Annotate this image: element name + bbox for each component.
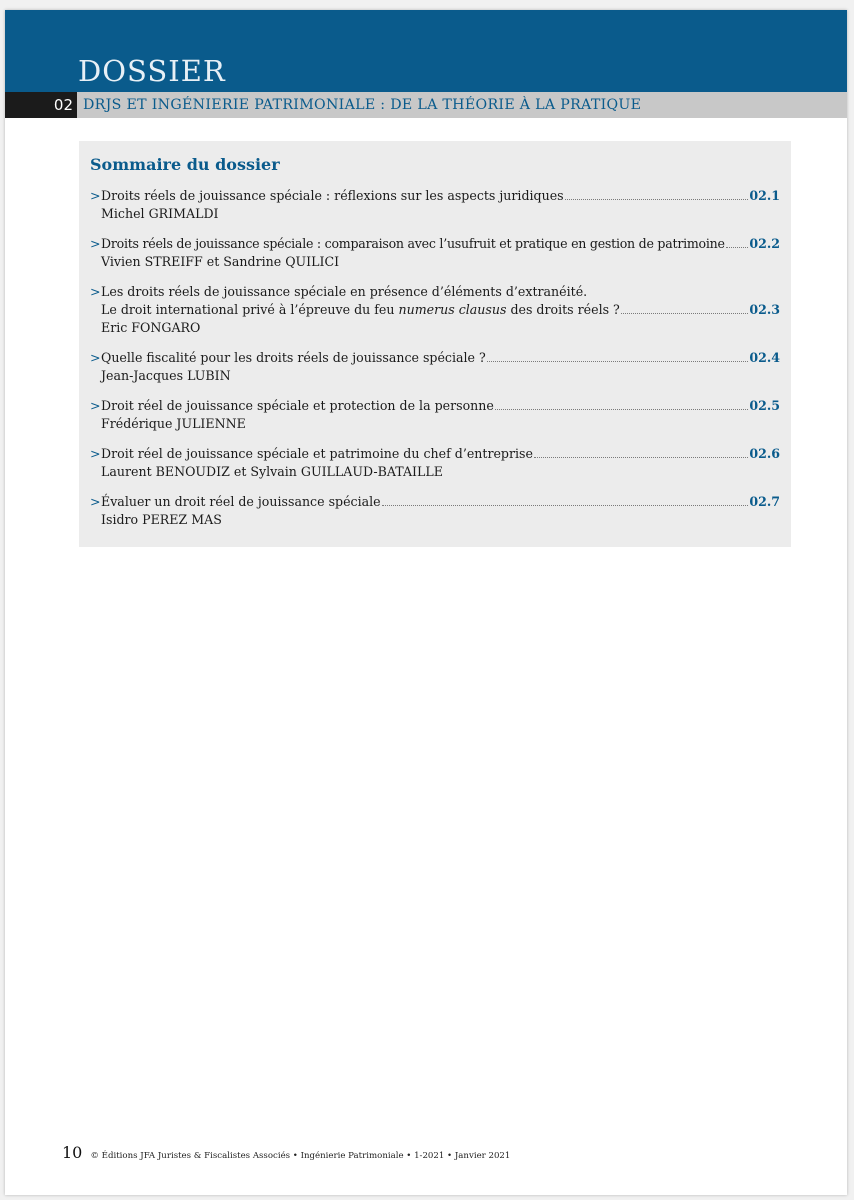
entry-reference[interactable]: 02.7 <box>749 494 780 509</box>
dossier-number: 02 <box>5 92 77 118</box>
chevron-right-icon: > <box>90 350 101 365</box>
summary-entry-02-1[interactable] <box>90 187 780 223</box>
leader-dots <box>726 235 749 248</box>
chevron-right-icon: > <box>90 398 101 413</box>
leader-dots <box>534 445 748 458</box>
document-page <box>5 10 847 1195</box>
entry-title[interactable]: Les droits réels de jouissance spéciale en présence d’éléments d’extranéité. <box>101 284 588 299</box>
entry-reference[interactable]: 02.1 <box>749 188 780 203</box>
dossier-title-strip <box>5 92 847 118</box>
entry-reference[interactable]: 02.6 <box>749 446 780 461</box>
summary-box <box>79 141 791 547</box>
entry-author: Laurent BENOUDIZ et Sylvain GUILLAUD-BATAILLE <box>101 464 443 479</box>
entry-author: Jean-Jacques LUBIN <box>101 368 231 383</box>
entry-reference[interactable]: 02.2 <box>749 236 780 251</box>
leader-dots <box>382 493 749 506</box>
latin-term: numerus clausus <box>398 302 507 317</box>
leader-dots <box>621 301 749 314</box>
section-title: DOSSIER <box>78 54 226 88</box>
entry-title-continued[interactable]: Le droit international privé à l’épreuve du feu numerus clausus des droits réels ? <box>101 302 620 317</box>
chevron-right-icon: > <box>90 188 101 203</box>
entry-reference[interactable]: 02.3 <box>749 302 780 317</box>
summary-title: Sommaire du dossier <box>90 155 280 174</box>
entry-title[interactable]: Droits réels de jouissance spéciale : comparaison avec l’usufruit et pratique en gestion de patrimoine <box>101 236 725 251</box>
entry-reference[interactable]: 02.4 <box>749 350 780 365</box>
page-footer <box>62 1143 510 1163</box>
leader-dots <box>487 349 749 362</box>
footer-copyright: © Éditions JFA Juristes & Fiscalistes Associés • Ingénierie Patrimoniale • 1-2021 • Janvier 2021 <box>90 1151 511 1161</box>
entry-author: Eric FONGARO <box>101 320 201 335</box>
leader-dots <box>565 187 749 200</box>
chevron-right-icon: > <box>90 494 101 509</box>
page-number: 10 <box>62 1143 83 1162</box>
chevron-right-icon: > <box>90 236 101 251</box>
summary-entry-02-2[interactable] <box>90 235 780 271</box>
header-banner <box>5 10 847 92</box>
summary-entry-02-5[interactable] <box>90 397 780 433</box>
entry-author: Michel GRIMALDI <box>101 206 219 221</box>
entry-author: Frédérique JULIENNE <box>101 416 246 431</box>
entry-title[interactable]: Quelle fiscalité pour les droits réels de jouissance spéciale ? <box>101 350 486 365</box>
dossier-title: DRJS ET INGÉNIERIE PATRIMONIALE : DE LA THÉORIE À LA PRATIQUE <box>83 97 642 113</box>
entry-author: Vivien STREIFF et Sandrine QUILICI <box>101 254 340 269</box>
summary-entry-02-4[interactable] <box>90 349 780 385</box>
entry-title[interactable]: Évaluer un droit réel de jouissance spéciale <box>101 494 381 509</box>
entry-title[interactable]: Droits réels de jouissance spéciale : réflexions sur les aspects juridiques <box>101 188 564 203</box>
entry-author: Isidro PEREZ MAS <box>101 512 222 527</box>
leader-dots <box>495 397 748 410</box>
summary-entry-02-7[interactable] <box>90 493 780 529</box>
entry-title[interactable]: Droit réel de jouissance spéciale et protection de la personne <box>101 398 494 413</box>
entry-title[interactable]: Droit réel de jouissance spéciale et patrimoine du chef d’entreprise <box>101 446 533 461</box>
entry-reference[interactable]: 02.5 <box>749 398 780 413</box>
chevron-right-icon: > <box>90 284 101 299</box>
summary-entry-02-6[interactable] <box>90 445 780 481</box>
summary-entry-02-3[interactable] <box>90 283 780 337</box>
chevron-right-icon: > <box>90 446 101 461</box>
